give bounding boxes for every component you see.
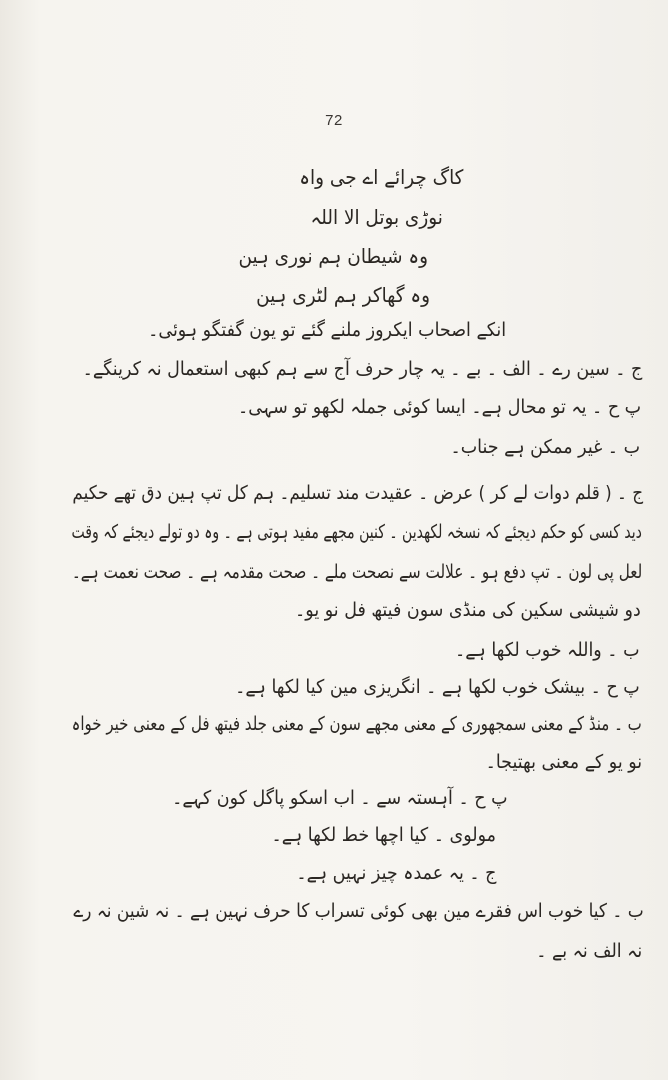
verse-line: نوڑی بوتل الا اللہ [310, 205, 443, 229]
verse-line: وہ گھاکر ہم لٹری ہین [256, 283, 430, 307]
text-line: نو یو کے معنی بھتیجا۔ [485, 751, 642, 773]
text-line: لعل پی لون ۔ تپ دفع ہو ۔ علالت سے نصحت ملے ۔ صحت مقدمہ ہے ۔ صحت نعمت ہے۔ [71, 561, 642, 583]
text-line: ب ۔ واللہ خوب لکھا ہے۔ [455, 639, 640, 661]
text-line: مولوی ۔ کیا اچھا خط لکھا ہے۔ [271, 824, 496, 846]
verse-line: کاگ چرائے اے جی واہ [298, 165, 463, 189]
text-line: نہ الف نہ بے ۔ [535, 940, 642, 962]
text-line: ج ۔ ( قلم دوات لے کر ) عرض ۔ عقیدت مند تسلیم۔ ہم کل تپ ہین دق تھے حکیم [72, 482, 643, 504]
text-line: ب ۔ غیر ممکن ہے جناب۔ [450, 436, 640, 458]
text-line: ج ۔ یہ عمدہ چیز نہیں ہے۔ [295, 862, 496, 884]
text-line: پ ح ۔ آہستہ سے ۔ اب اسکو پاگل کون کہے۔ [172, 787, 508, 809]
text-line: ب ۔ کیا خوب اس فقرے مین بھی کوئی تسراب کا حرف نہین ہے ۔ نہ شین نہ رے [73, 900, 644, 922]
text-line: پ ح ۔ بیشک خوب لکھا ہے ۔ انگریزی مین کیا لکھا ہے۔ [235, 676, 640, 698]
text-line: دو شیشی سکین کی منڈی سون فیتھ فل نو یو۔ [295, 599, 641, 621]
text-line: ج ۔ سین رے ۔ الف ۔ بے ۔ یہ چار حرف آج سے ہم کبھی استعمال نہ کرینگے۔ [82, 358, 642, 380]
verse-line: وہ شیطان ہم نوری ہین [238, 244, 428, 268]
text-line: پ ح ۔ یہ تو محال ہے۔ ایسا کوئی جملہ لکھو تو سہی۔ [237, 396, 641, 418]
text-line: دید کسی کو حکم دیجئے کہ نسخہ لکھدین ۔ کنین مجھے مفید ہوتی ہے ۔ وہ دو تولے دیجئے کہ وقت [71, 521, 642, 543]
text-line: انکے اصحاب ایکروز ملنے گئے تو یون گفتگو ہوئی۔ [148, 319, 506, 341]
page-number: 72 [325, 112, 343, 129]
text-line: ب ۔ منڈ کے معنی سمجھوری کے معنی مجھے سون کے معنی جلد فیتھ فل کے معنی خیر خواہ [71, 713, 642, 735]
